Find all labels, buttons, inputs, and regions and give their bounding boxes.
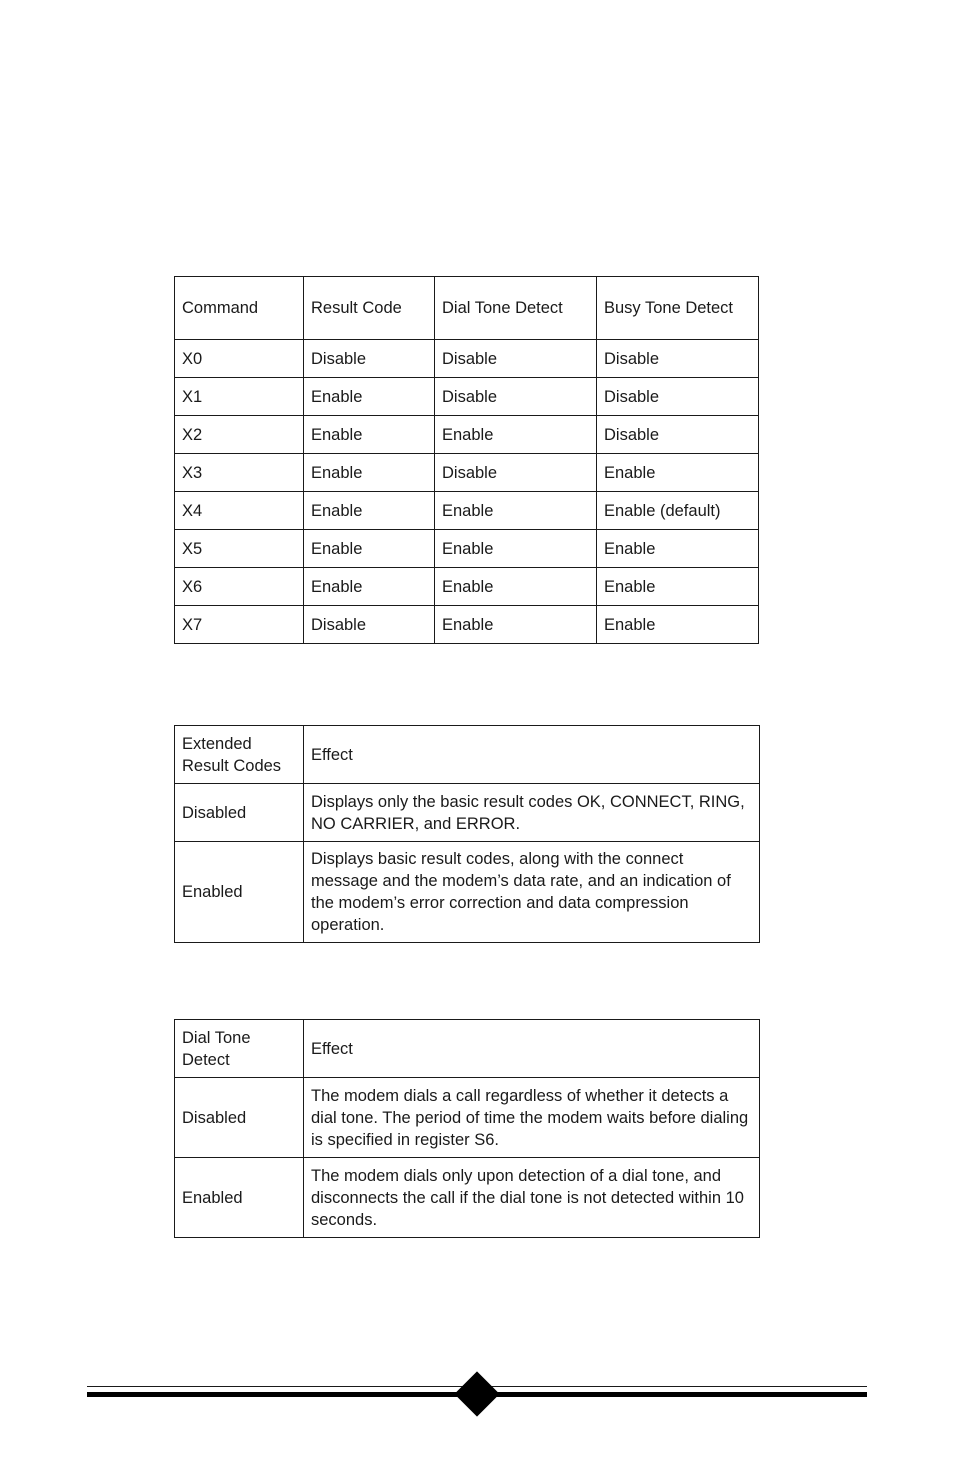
table-cell: Enable: [435, 606, 597, 644]
table-cell: The modem dials a call regardless of whether it detects a dial tone. The period of time the modem waits before dialing is specified in register S6.: [304, 1078, 760, 1158]
table-cell: Displays only the basic result codes OK, CONNECT, RING, NO CARRIER, and ERROR.: [304, 784, 760, 842]
header-cell-effect: Effect: [304, 1020, 760, 1078]
table-header-row: [175, 277, 759, 340]
table-cell: Displays basic result codes, along with the connect message and the modem’s data rate, and an indication of the modem’s error correction and data compression operation.: [304, 842, 760, 943]
x-command-table: [174, 276, 759, 644]
table-cell: X0: [175, 340, 304, 378]
table-cell: Enable: [304, 568, 435, 606]
header-cell-extended-result-codes: Extended Result Codes: [175, 726, 304, 784]
table-cell: Enabled: [175, 1158, 304, 1238]
table-header-row: [175, 1020, 760, 1078]
table-cell: The modem dials only upon detection of a dial tone, and disconnects the call if the dial tone is not detected within 10 seconds.: [304, 1158, 760, 1238]
table-cell: X6: [175, 568, 304, 606]
table-header-row: [175, 726, 760, 784]
table-cell: Enable (default): [597, 492, 759, 530]
table-row: [175, 530, 759, 568]
table-row: [175, 416, 759, 454]
table-cell: X5: [175, 530, 304, 568]
header-cell-dial-tone-detect: Dial Tone Detect: [175, 1020, 304, 1078]
table-cell: Disable: [597, 378, 759, 416]
table-cell: Disable: [304, 340, 435, 378]
table-cell: Enable: [597, 454, 759, 492]
table-cell: X2: [175, 416, 304, 454]
header-cell-command: Command: [175, 277, 304, 340]
table-cell: X4: [175, 492, 304, 530]
table-cell: Enable: [304, 454, 435, 492]
table-cell: Disabled: [175, 784, 304, 842]
table-cell: Enable: [435, 530, 597, 568]
table-cell: Disable: [597, 416, 759, 454]
table-cell: Enable: [435, 568, 597, 606]
table-cell: Enable: [597, 530, 759, 568]
table-cell: Enable: [435, 492, 597, 530]
table-cell: Disable: [435, 454, 597, 492]
header-cell-effect: Effect: [304, 726, 760, 784]
table-cell: Enable: [304, 416, 435, 454]
table-row: [175, 1158, 760, 1238]
header-cell-dial-tone-detect: Dial Tone Detect: [435, 277, 597, 340]
table-row: [175, 784, 760, 842]
table-cell: Disable: [435, 378, 597, 416]
table-cell: Enable: [304, 378, 435, 416]
table-row: [175, 842, 760, 943]
table-cell: Disabled: [175, 1078, 304, 1158]
table-row: [175, 606, 759, 644]
table-cell: Enable: [435, 416, 597, 454]
table-cell: Disable: [597, 340, 759, 378]
table-cell: Disable: [304, 606, 435, 644]
table-row: [175, 568, 759, 606]
footer-diamond-icon: [454, 1371, 499, 1416]
table-row: [175, 340, 759, 378]
table-row: [175, 378, 759, 416]
table-cell: X3: [175, 454, 304, 492]
extended-result-codes-table: [174, 725, 760, 943]
table-cell: Enabled: [175, 842, 304, 943]
table-cell: X1: [175, 378, 304, 416]
header-cell-busy-tone-detect: Busy Tone Detect: [597, 277, 759, 340]
table-cell: Enable: [597, 606, 759, 644]
table-cell: Enable: [304, 530, 435, 568]
table-cell: X7: [175, 606, 304, 644]
dial-tone-detect-table: [174, 1019, 760, 1238]
header-cell-result-code: Result Code: [304, 277, 435, 340]
table-cell: Enable: [304, 492, 435, 530]
table-row: [175, 454, 759, 492]
table-row: [175, 1078, 760, 1158]
table-cell: Enable: [597, 568, 759, 606]
table-cell: Disable: [435, 340, 597, 378]
table-row: [175, 492, 759, 530]
